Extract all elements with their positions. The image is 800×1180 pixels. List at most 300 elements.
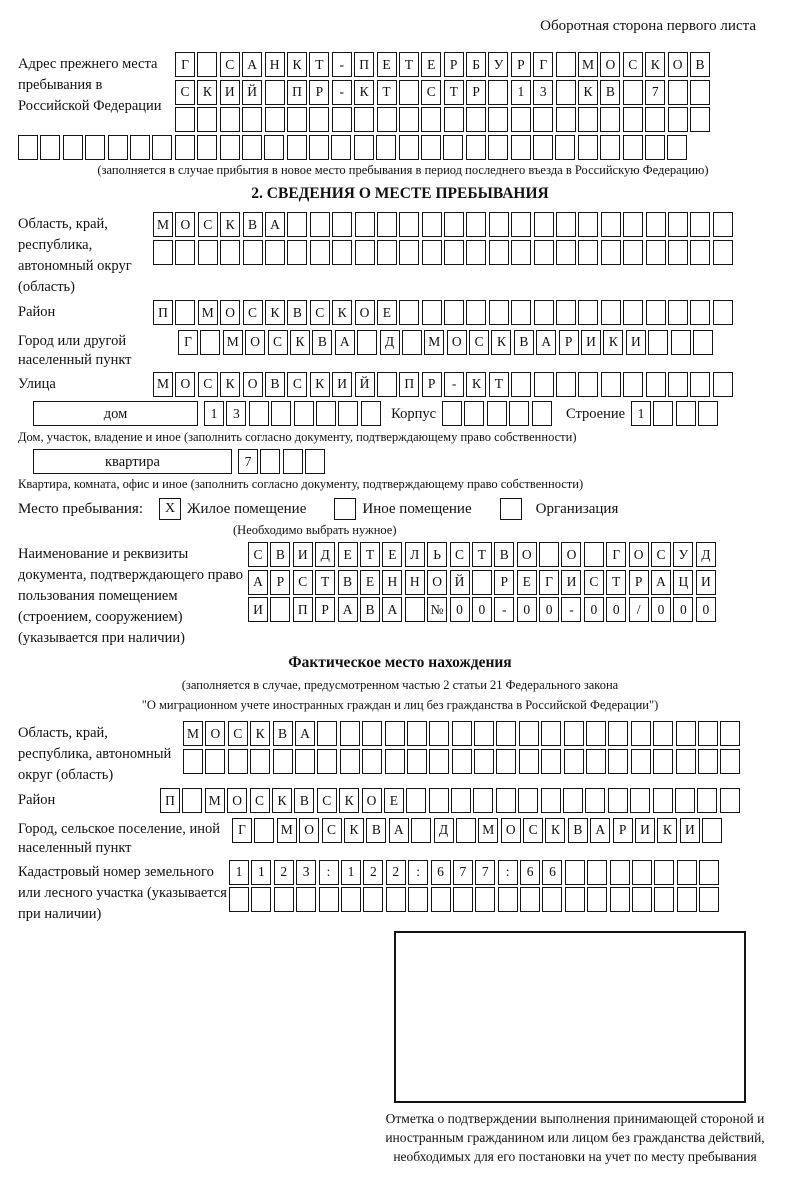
char-box[interactable]: К: [250, 721, 270, 746]
char-box[interactable]: К: [290, 330, 310, 355]
char-box[interactable]: [474, 721, 494, 746]
char-box[interactable]: [274, 887, 294, 912]
char-box[interactable]: 3: [226, 401, 246, 426]
char-box[interactable]: [632, 887, 652, 912]
char-box[interactable]: В: [568, 818, 588, 843]
char-box[interactable]: И: [561, 570, 581, 595]
char-box[interactable]: Н: [265, 52, 285, 77]
char-box[interactable]: 0: [450, 597, 470, 622]
char-box[interactable]: [556, 372, 576, 397]
char-box[interactable]: [630, 788, 650, 813]
char-box[interactable]: [295, 749, 315, 774]
char-box[interactable]: [677, 860, 697, 885]
char-box[interactable]: [377, 372, 397, 397]
char-box[interactable]: -: [561, 597, 581, 622]
char-box[interactable]: [556, 240, 576, 265]
char-box[interactable]: 7: [238, 449, 258, 474]
char-box[interactable]: 0: [696, 597, 716, 622]
char-box[interactable]: С: [623, 52, 643, 77]
char-box[interactable]: [249, 401, 269, 426]
char-box[interactable]: [363, 887, 383, 912]
char-box[interactable]: [698, 401, 718, 426]
char-box[interactable]: Д: [434, 818, 454, 843]
char-box[interactable]: Т: [377, 80, 397, 105]
char-box[interactable]: [556, 80, 576, 105]
char-box[interactable]: [565, 860, 585, 885]
char-box[interactable]: И: [581, 330, 601, 355]
char-box[interactable]: :: [319, 860, 339, 885]
char-box[interactable]: [534, 372, 554, 397]
char-box[interactable]: [668, 372, 688, 397]
char-box[interactable]: 1: [631, 401, 651, 426]
char-box[interactable]: [287, 107, 307, 132]
char-box[interactable]: [431, 887, 451, 912]
char-box[interactable]: С: [268, 330, 288, 355]
char-box[interactable]: [310, 212, 330, 237]
char-box[interactable]: [316, 401, 336, 426]
char-box[interactable]: [444, 240, 464, 265]
char-box[interactable]: 2: [274, 860, 294, 885]
char-box[interactable]: [175, 107, 195, 132]
char-box[interactable]: П: [287, 80, 307, 105]
char-box[interactable]: О: [517, 542, 537, 567]
char-box[interactable]: [488, 135, 508, 160]
char-box[interactable]: Р: [309, 80, 329, 105]
char-box[interactable]: [317, 721, 337, 746]
char-box[interactable]: [488, 107, 508, 132]
char-box[interactable]: [332, 240, 352, 265]
char-box[interactable]: 0: [584, 597, 604, 622]
char-box[interactable]: [452, 721, 472, 746]
char-box[interactable]: [623, 135, 643, 160]
char-box[interactable]: [601, 240, 621, 265]
char-box[interactable]: [631, 749, 651, 774]
char-box[interactable]: Й: [450, 570, 470, 595]
char-box[interactable]: [338, 401, 358, 426]
char-box[interactable]: А: [242, 52, 262, 77]
char-box[interactable]: [264, 135, 284, 160]
char-box[interactable]: [610, 887, 630, 912]
char-box[interactable]: Л: [405, 542, 425, 567]
char-box[interactable]: О: [362, 788, 382, 813]
char-box[interactable]: М: [277, 818, 297, 843]
char-box[interactable]: [648, 330, 668, 355]
char-box[interactable]: [520, 887, 540, 912]
char-box[interactable]: В: [270, 542, 290, 567]
char-box[interactable]: [690, 80, 710, 105]
char-box[interactable]: :: [498, 860, 518, 885]
checkbox-organization[interactable]: [500, 498, 522, 520]
char-box[interactable]: К: [645, 52, 665, 77]
char-box[interactable]: [713, 300, 733, 325]
char-box[interactable]: [668, 212, 688, 237]
char-box[interactable]: С: [220, 52, 240, 77]
char-box[interactable]: [175, 240, 195, 265]
char-box[interactable]: [451, 788, 471, 813]
char-box[interactable]: [399, 300, 419, 325]
char-box[interactable]: [108, 135, 128, 160]
char-box[interactable]: Т: [309, 52, 329, 77]
char-box[interactable]: 2: [363, 860, 383, 885]
char-box[interactable]: [511, 300, 531, 325]
char-box[interactable]: [587, 887, 607, 912]
char-box[interactable]: [586, 749, 606, 774]
char-box[interactable]: М: [578, 52, 598, 77]
char-box[interactable]: [243, 240, 263, 265]
char-box[interactable]: [466, 300, 486, 325]
char-box[interactable]: [408, 887, 428, 912]
char-box[interactable]: [130, 135, 150, 160]
char-box[interactable]: С: [450, 542, 470, 567]
char-box[interactable]: М: [223, 330, 243, 355]
char-box[interactable]: С: [651, 542, 671, 567]
char-box[interactable]: О: [629, 542, 649, 567]
char-box[interactable]: [361, 401, 381, 426]
char-box[interactable]: Р: [629, 570, 649, 595]
char-box[interactable]: [601, 372, 621, 397]
char-box[interactable]: [296, 887, 316, 912]
char-box[interactable]: Р: [315, 597, 335, 622]
char-box[interactable]: [654, 860, 674, 885]
char-box[interactable]: Р: [466, 80, 486, 105]
char-box[interactable]: [466, 135, 486, 160]
char-box[interactable]: [260, 449, 280, 474]
char-box[interactable]: [422, 212, 442, 237]
char-box[interactable]: [496, 788, 516, 813]
char-box[interactable]: [608, 721, 628, 746]
char-box[interactable]: [698, 749, 718, 774]
char-box[interactable]: К: [265, 300, 285, 325]
char-box[interactable]: А: [335, 330, 355, 355]
char-box[interactable]: [220, 240, 240, 265]
char-box[interactable]: [443, 135, 463, 160]
char-box[interactable]: В: [514, 330, 534, 355]
char-box[interactable]: С: [310, 300, 330, 325]
char-box[interactable]: [198, 240, 218, 265]
char-box[interactable]: [407, 721, 427, 746]
char-box[interactable]: [422, 240, 442, 265]
char-box[interactable]: С: [523, 818, 543, 843]
char-box[interactable]: О: [299, 818, 319, 843]
checkbox-residential[interactable]: X: [159, 498, 181, 520]
char-box[interactable]: [294, 401, 314, 426]
char-box[interactable]: [271, 401, 291, 426]
char-box[interactable]: [200, 330, 220, 355]
char-box[interactable]: [220, 135, 240, 160]
char-box[interactable]: [355, 212, 375, 237]
char-box[interactable]: В: [243, 212, 263, 237]
char-box[interactable]: В: [494, 542, 514, 567]
char-box[interactable]: [578, 300, 598, 325]
char-box[interactable]: И: [332, 372, 352, 397]
char-box[interactable]: [421, 135, 441, 160]
char-box[interactable]: [399, 80, 419, 105]
char-box[interactable]: [533, 135, 553, 160]
apartment-type-box[interactable]: квартира: [33, 449, 232, 474]
char-box[interactable]: В: [600, 80, 620, 105]
char-box[interactable]: [197, 52, 217, 77]
char-box[interactable]: Г: [606, 542, 626, 567]
char-box[interactable]: [534, 212, 554, 237]
char-box[interactable]: А: [338, 597, 358, 622]
char-box[interactable]: К: [220, 212, 240, 237]
char-box[interactable]: М: [478, 818, 498, 843]
char-box[interactable]: [511, 372, 531, 397]
char-box[interactable]: [699, 887, 719, 912]
char-box[interactable]: А: [382, 597, 402, 622]
char-box[interactable]: В: [273, 721, 293, 746]
char-box[interactable]: [519, 749, 539, 774]
char-box[interactable]: Т: [606, 570, 626, 595]
char-box[interactable]: О: [561, 542, 581, 567]
char-box[interactable]: -: [444, 372, 464, 397]
char-box[interactable]: [498, 887, 518, 912]
char-box[interactable]: [556, 52, 576, 77]
char-box[interactable]: [429, 749, 449, 774]
char-box[interactable]: [623, 107, 643, 132]
char-box[interactable]: 3: [296, 860, 316, 885]
char-box[interactable]: [474, 749, 494, 774]
char-box[interactable]: [444, 107, 464, 132]
char-box[interactable]: С: [228, 721, 248, 746]
char-box[interactable]: И: [626, 330, 646, 355]
char-box[interactable]: [466, 107, 486, 132]
char-box[interactable]: [675, 788, 695, 813]
char-box[interactable]: [564, 749, 584, 774]
char-box[interactable]: Н: [405, 570, 425, 595]
char-box[interactable]: [534, 240, 554, 265]
char-box[interactable]: [587, 860, 607, 885]
char-box[interactable]: [646, 300, 666, 325]
char-box[interactable]: [362, 721, 382, 746]
char-box[interactable]: 0: [606, 597, 626, 622]
char-box[interactable]: С: [584, 570, 604, 595]
char-box[interactable]: Д: [696, 542, 716, 567]
char-box[interactable]: №: [427, 597, 447, 622]
char-box[interactable]: [377, 107, 397, 132]
char-box[interactable]: [539, 542, 559, 567]
char-box[interactable]: 0: [472, 597, 492, 622]
char-box[interactable]: [623, 372, 643, 397]
char-box[interactable]: К: [339, 788, 359, 813]
char-box[interactable]: [646, 240, 666, 265]
char-box[interactable]: [362, 749, 382, 774]
char-box[interactable]: 7: [453, 860, 473, 885]
char-box[interactable]: О: [501, 818, 521, 843]
char-box[interactable]: [254, 818, 274, 843]
char-box[interactable]: [354, 107, 374, 132]
char-box[interactable]: С: [421, 80, 441, 105]
char-box[interactable]: О: [600, 52, 620, 77]
char-box[interactable]: 0: [539, 597, 559, 622]
char-box[interactable]: [18, 135, 38, 160]
char-box[interactable]: М: [205, 788, 225, 813]
char-box[interactable]: [690, 372, 710, 397]
char-box[interactable]: [699, 860, 719, 885]
char-box[interactable]: [541, 788, 561, 813]
char-box[interactable]: [242, 135, 262, 160]
char-box[interactable]: [511, 240, 531, 265]
char-box[interactable]: Н: [382, 570, 402, 595]
char-box[interactable]: П: [399, 372, 419, 397]
char-box[interactable]: И: [635, 818, 655, 843]
char-box[interactable]: [287, 135, 307, 160]
char-box[interactable]: Р: [422, 372, 442, 397]
char-box[interactable]: [472, 570, 492, 595]
char-box[interactable]: [152, 135, 172, 160]
char-box[interactable]: [645, 135, 665, 160]
char-box[interactable]: О: [243, 372, 263, 397]
char-box[interactable]: В: [366, 818, 386, 843]
char-box[interactable]: [668, 80, 688, 105]
char-box[interactable]: [584, 542, 604, 567]
char-box[interactable]: 3: [533, 80, 553, 105]
char-box[interactable]: Р: [444, 52, 464, 77]
char-box[interactable]: [600, 135, 620, 160]
char-box[interactable]: М: [153, 372, 173, 397]
char-box[interactable]: [444, 300, 464, 325]
char-box[interactable]: [676, 749, 696, 774]
char-box[interactable]: [421, 107, 441, 132]
char-box[interactable]: [533, 107, 553, 132]
char-box[interactable]: [386, 887, 406, 912]
char-box[interactable]: [475, 887, 495, 912]
char-box[interactable]: П: [293, 597, 313, 622]
char-box[interactable]: [399, 240, 419, 265]
house-type-box[interactable]: дом: [33, 401, 198, 426]
char-box[interactable]: [242, 107, 262, 132]
char-box[interactable]: 0: [651, 597, 671, 622]
char-box[interactable]: [175, 135, 195, 160]
char-box[interactable]: [357, 330, 377, 355]
char-box[interactable]: [444, 212, 464, 237]
char-box[interactable]: [720, 721, 740, 746]
char-box[interactable]: Т: [315, 570, 335, 595]
char-box[interactable]: [422, 300, 442, 325]
char-box[interactable]: Д: [315, 542, 335, 567]
char-box[interactable]: Е: [377, 52, 397, 77]
char-box[interactable]: [402, 330, 422, 355]
char-box[interactable]: [63, 135, 83, 160]
char-box[interactable]: [518, 788, 538, 813]
char-box[interactable]: О: [668, 52, 688, 77]
char-box[interactable]: [608, 788, 628, 813]
char-box[interactable]: Е: [517, 570, 537, 595]
char-box[interactable]: [631, 721, 651, 746]
char-box[interactable]: Т: [360, 542, 380, 567]
char-box[interactable]: [317, 749, 337, 774]
char-box[interactable]: [376, 135, 396, 160]
char-box[interactable]: К: [197, 80, 217, 105]
char-box[interactable]: И: [696, 570, 716, 595]
char-box[interactable]: [713, 212, 733, 237]
char-box[interactable]: 7: [475, 860, 495, 885]
char-box[interactable]: М: [198, 300, 218, 325]
char-box[interactable]: К: [354, 80, 374, 105]
checkbox-other-premises[interactable]: [334, 498, 356, 520]
char-box[interactable]: [466, 212, 486, 237]
char-box[interactable]: [85, 135, 105, 160]
char-box[interactable]: [175, 300, 195, 325]
char-box[interactable]: К: [466, 372, 486, 397]
char-box[interactable]: О: [355, 300, 375, 325]
char-box[interactable]: Р: [559, 330, 579, 355]
char-box[interactable]: 1: [341, 860, 361, 885]
char-box[interactable]: [287, 240, 307, 265]
char-box[interactable]: [646, 212, 666, 237]
char-box[interactable]: К: [657, 818, 677, 843]
char-box[interactable]: [406, 788, 426, 813]
char-box[interactable]: [532, 401, 552, 426]
char-box[interactable]: А: [651, 570, 671, 595]
char-box[interactable]: Б: [466, 52, 486, 77]
char-box[interactable]: Р: [613, 818, 633, 843]
char-box[interactable]: [698, 721, 718, 746]
char-box[interactable]: А: [389, 818, 409, 843]
char-box[interactable]: [341, 887, 361, 912]
char-box[interactable]: К: [603, 330, 623, 355]
char-box[interactable]: О: [427, 570, 447, 595]
char-box[interactable]: [377, 240, 397, 265]
char-box[interactable]: К: [578, 80, 598, 105]
char-box[interactable]: [578, 135, 598, 160]
char-box[interactable]: Е: [377, 300, 397, 325]
char-box[interactable]: 1: [229, 860, 249, 885]
char-box[interactable]: [464, 401, 484, 426]
char-box[interactable]: [405, 597, 425, 622]
char-box[interactable]: Г: [175, 52, 195, 77]
char-box[interactable]: В: [287, 300, 307, 325]
char-box[interactable]: О: [245, 330, 265, 355]
char-box[interactable]: Е: [360, 570, 380, 595]
char-box[interactable]: С: [287, 372, 307, 397]
char-box[interactable]: [332, 107, 352, 132]
char-box[interactable]: [489, 212, 509, 237]
char-box[interactable]: [653, 788, 673, 813]
char-box[interactable]: [197, 135, 217, 160]
char-box[interactable]: С: [248, 542, 268, 567]
char-box[interactable]: [250, 749, 270, 774]
char-box[interactable]: [331, 135, 351, 160]
char-box[interactable]: [693, 330, 713, 355]
char-box[interactable]: [385, 721, 405, 746]
char-box[interactable]: А: [590, 818, 610, 843]
char-box[interactable]: [442, 401, 462, 426]
char-box[interactable]: [197, 107, 217, 132]
char-box[interactable]: К: [287, 52, 307, 77]
char-box[interactable]: [667, 135, 687, 160]
char-box[interactable]: :: [408, 860, 428, 885]
char-box[interactable]: К: [491, 330, 511, 355]
char-box[interactable]: [407, 749, 427, 774]
char-box[interactable]: [541, 721, 561, 746]
char-box[interactable]: 0: [673, 597, 693, 622]
char-box[interactable]: [355, 240, 375, 265]
char-box[interactable]: О: [227, 788, 247, 813]
char-box[interactable]: К: [332, 300, 352, 325]
char-box[interactable]: Ь: [427, 542, 447, 567]
char-box[interactable]: [309, 107, 329, 132]
char-box[interactable]: [653, 749, 673, 774]
char-box[interactable]: [541, 749, 561, 774]
char-box[interactable]: С: [317, 788, 337, 813]
char-box[interactable]: [305, 449, 325, 474]
char-box[interactable]: [153, 240, 173, 265]
char-box[interactable]: Й: [355, 372, 375, 397]
char-box[interactable]: М: [424, 330, 444, 355]
char-box[interactable]: [489, 300, 509, 325]
char-box[interactable]: [509, 401, 529, 426]
